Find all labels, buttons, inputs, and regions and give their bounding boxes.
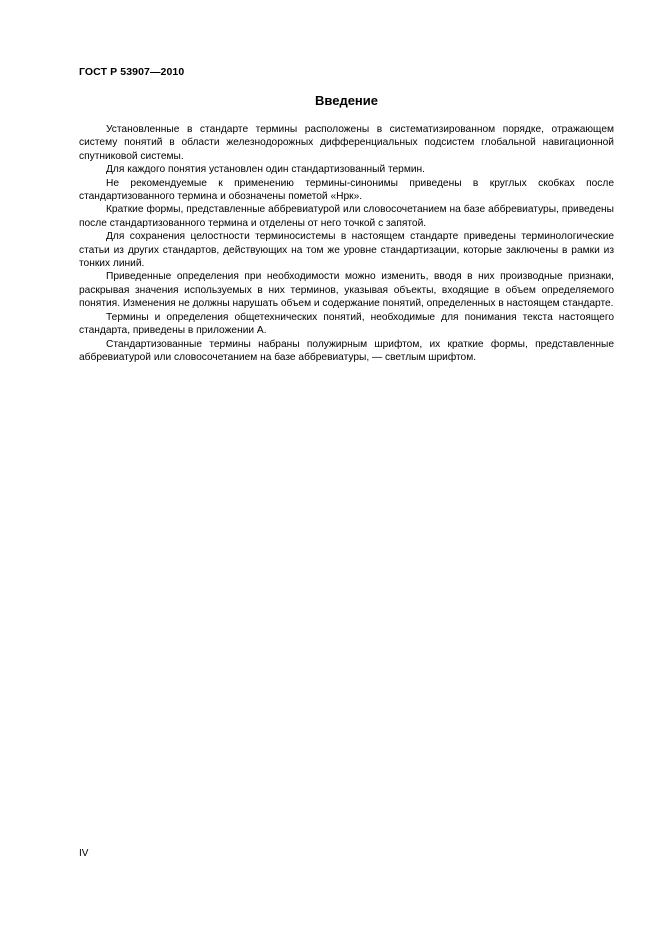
paragraph: Для каждого понятия установлен один стандартизованный термин.	[106, 164, 425, 176]
page-number: IV	[79, 848, 89, 859]
paragraph: Приведенные определения при необходимости можно изменить, вводя в них производные признаки, раскрывая значения используемых в них терминов, указывая объекты, входящие в объем определяемого понятия. Изменения не должны нарушать объем и содержание понятий, определенных в настоящем стандарте.	[79, 271, 614, 310]
paragraph: Для сохранения целостности терминосистемы в настоящем стандарте приведены терминологические статьи из других стандартов, действующих на том же уровне стандартизации, которые заключены в рамки из тонких линий.	[79, 231, 614, 270]
paragraph: Термины и определения общетехнических понятий, необходимые для понимания текста настоящего стандарта, приведены в приложении А.	[79, 311, 614, 337]
introduction-body	[79, 123, 614, 364]
paragraph: Стандартизованные термины набраны полужирным шрифтом, их краткие формы, представленные аббревиатурой или словосочетанием на базе аббревиатуры, — светлым шрифтом.	[79, 338, 614, 363]
document-header: ГОСТ Р 53907—2010	[79, 66, 185, 78]
paragraph: Не рекомендуемые к применению термины-синонимы приведены в круглых скобках после стандартизованного термина и обозначены пометой «Нрк».	[79, 177, 614, 203]
paragraph: Краткие формы, представленные аббревиатурой или словосочетанием на базе аббревиатуры, приведены после стандартизованного термина и отделены от него точкой с запятой.	[79, 204, 614, 229]
page-title: Введение	[315, 93, 378, 108]
paragraph: Установленные в стандарте термины расположены в систематизированном порядке, отражающем систему понятий в области железнодорожных дифференциальных подсистем глобальной навигационной спутниковой системы.	[79, 124, 614, 162]
